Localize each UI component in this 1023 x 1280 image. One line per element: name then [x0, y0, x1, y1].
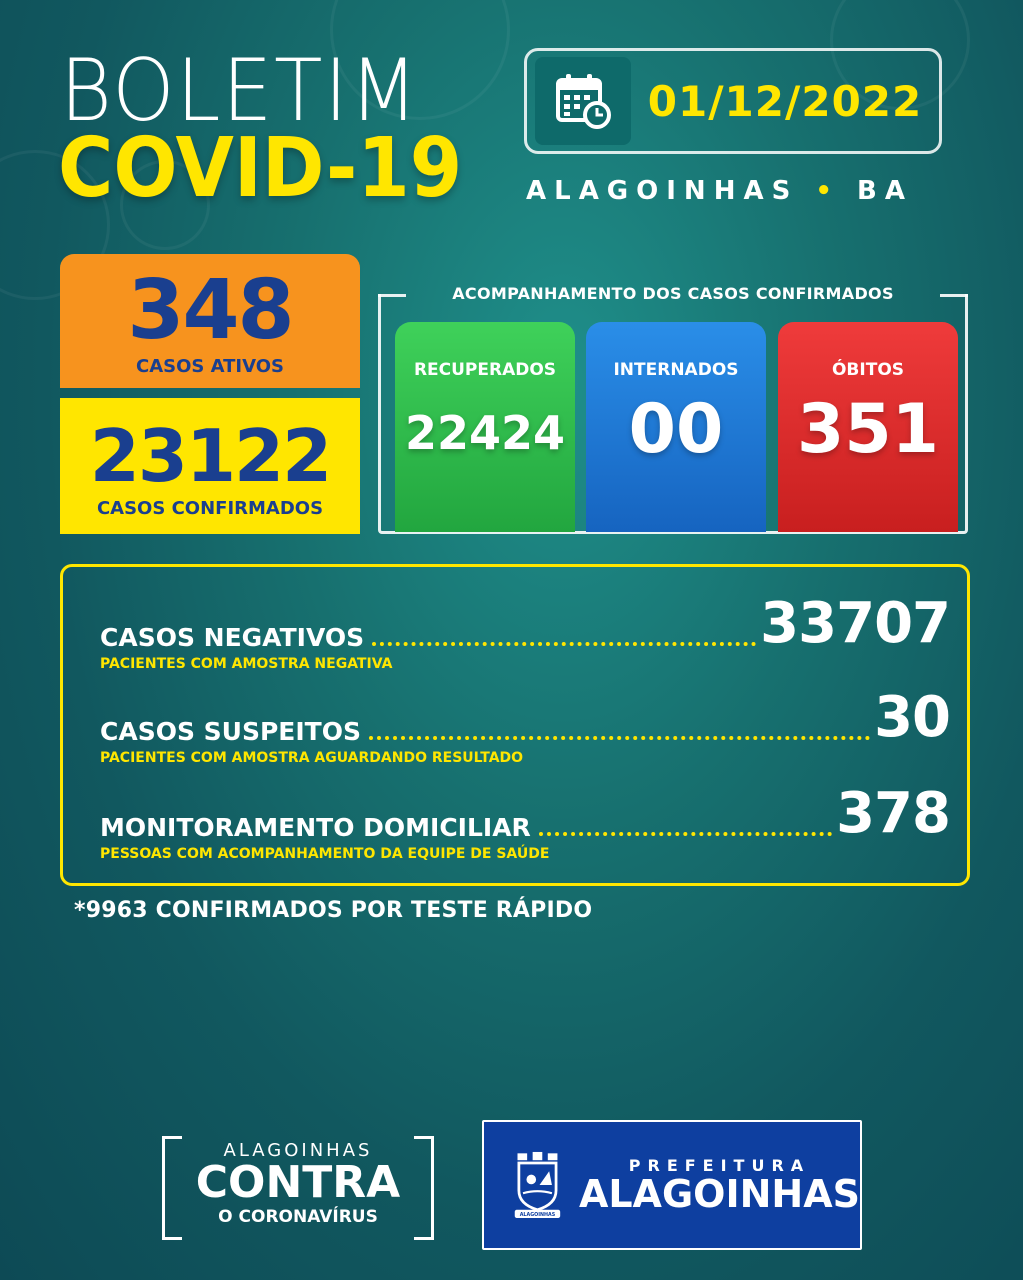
dotted-leader	[369, 736, 870, 740]
report-date: 01/12/2022	[647, 76, 923, 126]
detail-subtitle: PACIENTES COM AMOSTRA AGUARDANDO RESULTADO	[100, 750, 524, 766]
campaign-line-3: O CORONAVÍRUS	[218, 1207, 378, 1227]
detail-value: 33707	[760, 591, 950, 656]
footnote: *9963 CONFIRMADOS POR TESTE RÁPIDO	[74, 898, 593, 923]
detail-row-home-monitoring	[100, 781, 950, 862]
confirmed-cases-card	[60, 398, 360, 534]
calendar-clock-icon	[535, 57, 631, 145]
campaign-line-1: ALAGOINHAS	[223, 1140, 373, 1161]
deaths-value: 351	[797, 390, 939, 469]
detail-subtitle: PESSOAS COM ACOMPANHAMENTO DA EQUIPE DE SAÚDE	[100, 846, 550, 862]
location	[526, 176, 946, 206]
location-state: BA	[857, 176, 913, 206]
svg-text:ALAGOINHAS: ALAGOINHAS	[519, 1212, 556, 1218]
detail-label: CASOS NEGATIVOS	[100, 623, 365, 652]
location-city: ALAGOINHAS	[526, 176, 799, 206]
confirmed-cases-value: 23122	[89, 414, 331, 498]
title-covid: COVID-19	[58, 121, 463, 216]
detail-label: CASOS SUSPEITOS	[100, 717, 361, 746]
tracking-title: ACOMPANHAMENTO DOS CASOS CONFIRMADOS	[452, 284, 894, 303]
active-cases-value: 348	[127, 263, 293, 358]
deaths-label: ÓBITOS	[831, 360, 905, 380]
dotted-leader	[372, 642, 756, 646]
prefeitura-line-1: PREFEITURA	[628, 1155, 811, 1175]
active-cases-card	[60, 254, 360, 388]
coat-of-arms-icon	[512, 1135, 563, 1235]
prefeitura-logo	[482, 1120, 862, 1250]
prefeitura-text	[579, 1156, 860, 1215]
location-separator: •	[815, 176, 840, 206]
hospitalized-card	[586, 322, 766, 532]
campaign-line-2: CONTRA	[195, 1157, 401, 1208]
detail-label: MONITORAMENTO DOMICILIAR	[100, 813, 531, 842]
title-boletim: BOLETIM	[60, 41, 420, 141]
campaign-logo	[162, 1136, 434, 1240]
detail-value: 30	[874, 685, 950, 750]
hospitalized-value: 00	[628, 390, 724, 469]
recovered-label: RECUPERADOS	[413, 360, 557, 380]
logo-bracket-right	[414, 1136, 434, 1240]
detail-subtitle: PACIENTES COM AMOSTRA NEGATIVA	[100, 656, 393, 672]
confirmed-cases-label: CASOS CONFIRMADOS	[96, 498, 324, 519]
detail-value: 378	[836, 781, 950, 846]
active-cases-label: CASOS ATIVOS	[135, 356, 285, 377]
date-box	[524, 48, 942, 154]
recovered-card	[395, 322, 575, 532]
detail-row-suspected	[100, 685, 950, 766]
detail-row-negative	[100, 591, 950, 672]
recovered-value: 22424	[404, 406, 566, 460]
dotted-leader	[539, 832, 832, 836]
logo-bracket-left	[162, 1136, 182, 1240]
hospitalized-label: INTERNADOS	[613, 360, 739, 380]
prefeitura-line-2: ALAGOINHAS	[578, 1171, 860, 1216]
deaths-card	[778, 322, 958, 532]
